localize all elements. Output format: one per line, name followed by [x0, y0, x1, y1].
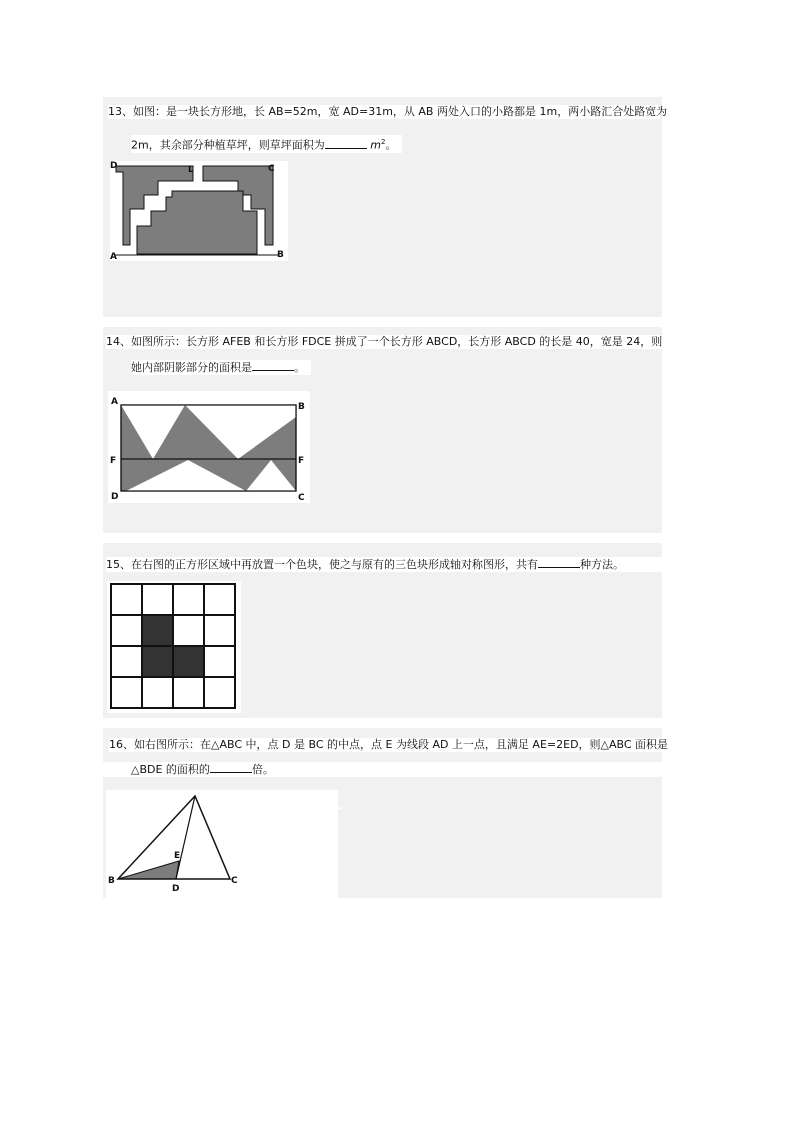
q13-lawn-middle — [137, 191, 257, 254]
q13-label-b: B — [277, 250, 284, 260]
q13-figure — [110, 161, 288, 261]
q14-line2: 她内部阴影部分的面积是 。 — [131, 360, 311, 375]
q13-label-c: C — [268, 164, 275, 174]
q14-line1: 14、如图所示：长方形 AFEB 和长方形 FDCE 拼成了一个长方形 ABCD，长方形 ABCD 的长是 40，宽是 24，则 — [106, 335, 663, 348]
question-16-block — [103, 728, 669, 898]
q16-line1: 16、如右图所示：在△ABC 中，点 D 是 BC 的中点，点 E 为线段 AD 上一点，且满足 AE=2ED，则△ABC 面积是 — [109, 738, 669, 751]
q14-label-b: B — [298, 402, 305, 412]
q14-label-d: D — [111, 492, 119, 502]
q14-label-f-right: F — [298, 456, 305, 466]
q16-answer-blank[interactable] — [210, 762, 252, 773]
q13-label-a: A — [110, 252, 117, 261]
question-13-block — [103, 97, 668, 317]
q14-label-f-left: F — [110, 456, 117, 466]
q15-dark-cell-2 — [142, 646, 173, 677]
q14-figure — [108, 391, 310, 503]
q15-dark-cell-3 — [173, 646, 204, 677]
q16-median-ad — [176, 796, 195, 879]
q15-dark-cell-1 — [142, 615, 173, 646]
q14-label-a: A — [111, 397, 118, 407]
q16-label-d: D — [172, 884, 180, 894]
q14-answer-blank[interactable] — [252, 360, 294, 371]
q13-label-l: L — [188, 165, 194, 175]
q13-answer-blank[interactable] — [325, 138, 367, 149]
q13-line2: 2m，其余部分种植草坪，则草坪面积为 $m^2$。 — [131, 135, 402, 153]
q13-label-d: D — [110, 161, 118, 171]
question-14-block — [103, 327, 662, 533]
q15-figure — [107, 581, 241, 713]
q16-label-e: E — [174, 851, 181, 861]
question-15-block — [103, 543, 662, 718]
q16-label-c: C — [231, 876, 238, 886]
q16-label-b: B — [108, 876, 115, 886]
q13-line1: 13、如图：是一块长方形地，长 AB=52m，宽 AD=31m，从 AB 两处入口的小路都是 1m，两小路汇合处路宽为 — [108, 105, 668, 118]
q16-line2: △BDE 的面积的 倍。 — [103, 762, 662, 777]
q15-line1: 15、在右图的正方形区域中再放置一个色块，使之与原有的三色块形成轴对称图形，共有 种方法。 — [106, 557, 662, 572]
q14-label-c: C — [298, 493, 305, 503]
q15-grid — [111, 584, 235, 708]
q15-answer-blank[interactable] — [538, 557, 580, 568]
